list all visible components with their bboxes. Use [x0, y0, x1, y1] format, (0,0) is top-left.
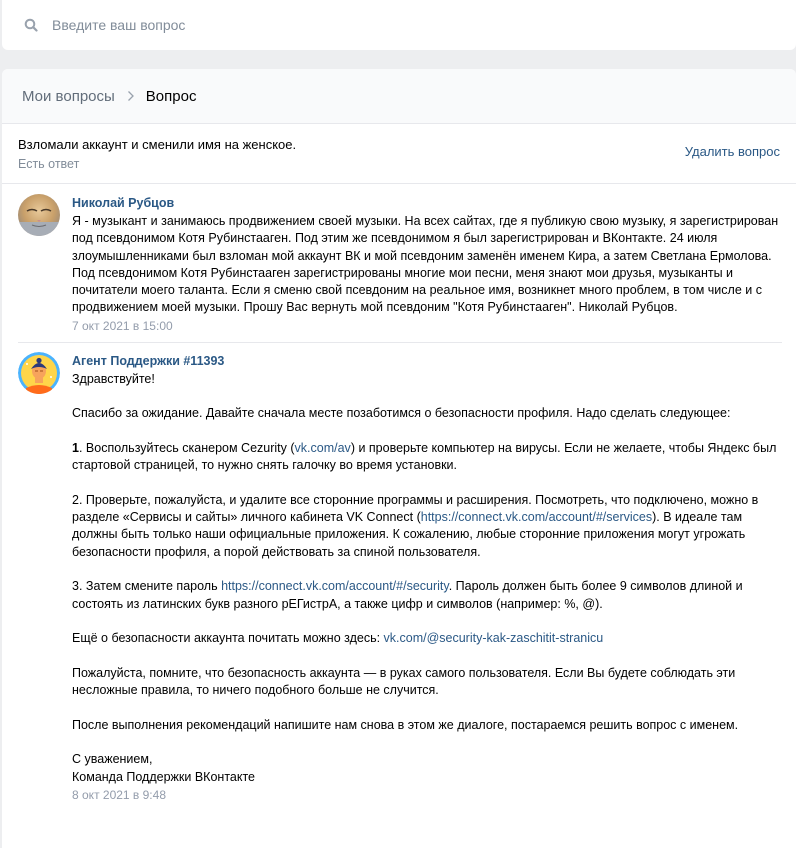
security-link[interactable]: https://connect.vk.com/account/#/security: [221, 579, 449, 594]
followup-paragraph: После выполнения рекомендаций напишите нам снова в этом же диалоге, постараемся решить вопрос с именем.: [72, 717, 739, 732]
step-number: 1: [72, 440, 79, 455]
search-icon: [24, 18, 38, 32]
cat-photo-avatar[interactable]: [18, 194, 60, 236]
breadcrumb-current: Вопрос: [145, 87, 197, 105]
services-link[interactable]: https://connect.vk.com/account/#/services: [420, 510, 653, 525]
step-1-paragraph: [72, 440, 780, 475]
chevron-right-icon: [127, 90, 135, 102]
greeting: Здравствуйте!: [72, 371, 155, 386]
message-text: Я - музыкант и занимаюсь продвижением своей музыки. На всех сайтах, где я публикую свою музыку, я зарегистрирован под псевдонимом Котя Рубинстааген. Под этим же псевдонимом я был зарегистрирован и ВКонтакте. 24 июля злоумышленниками был взломан мой аккаунт ВК и мой псевдоним заменён именем Кира, а затем Светлана Ермолова. Под псевдонимом Котя Рубинстааген зарегистрированы многие мои песни, меня знают мои друзья, музыканты и почитатели моего таланта. Если я сменю свой псевдоним на реальное имя, возникнет много проблем, в том числе и с продвижением моей музыки. Прошу Вас вернуть мой псевдоним "Котя Рубинстааген". Николай Рубцов.: [72, 214, 779, 315]
message-text: [72, 371, 780, 786]
step-text: ). В идеале там должны быть только наши официальные приложения. К сожалению, любые сторонние приложения могут угрожать безопасности профиля, а порой действовать за спиной пользователя.: [72, 510, 746, 559]
step-text: . Пароль должен быть более 9 символов длиной и состоять из латинских букв разного рЕГистрА, а также цифр и символов (например: %, @).: [72, 579, 743, 611]
message-support-agent: [2, 342, 796, 813]
message-author[interactable]: Агент Поддержки #11393: [72, 353, 225, 368]
signature: Команда Поддержки ВКонтакте: [72, 769, 255, 784]
intro-paragraph: Спасибо за ожидание. Давайте сначала месте позаботимся о безопасности профиля. Надо сделать следующее:: [72, 406, 731, 421]
message-user: [2, 184, 796, 342]
step-text: 3. Затем смените пароль: [72, 579, 222, 594]
question-card: [2, 69, 796, 848]
question-status: Есть ответ: [18, 157, 80, 171]
step-text: ) и проверьте компьютер на вирусы. Если не желаете, чтобы Яндекс был стартовой страницей, то нужно снять галочку во время установки.: [72, 440, 777, 473]
message-date: 8 окт 2021 в 9:48: [72, 787, 166, 802]
question-title: Взломали аккаунт и сменили имя на женское.: [18, 137, 297, 152]
search-input[interactable]: [52, 17, 652, 33]
question-summary: [2, 124, 796, 184]
security-article-link[interactable]: vk.com/@security-kak-zaschitit-stranicu: [383, 631, 604, 646]
breadcrumb: [2, 69, 796, 124]
step-2-paragraph: [72, 492, 780, 561]
step-3-paragraph: [72, 578, 780, 613]
more-text: Ещё о безопасности аккаунта почитать можно здесь:: [72, 631, 384, 646]
message-author[interactable]: Николай Рубцов: [72, 196, 175, 210]
breadcrumb-my-questions-link[interactable]: Мои вопросы: [22, 87, 115, 105]
signoff: С уважением,: [72, 752, 153, 767]
cezurity-link[interactable]: vk.com/av: [294, 440, 351, 455]
step-text: . Воспользуйтесь сканером Cezurity (: [78, 440, 295, 455]
delete-question-link[interactable]: Удалить вопрос: [684, 144, 780, 159]
search-bar[interactable]: [2, 0, 796, 50]
buddha-agent-avatar[interactable]: [18, 352, 60, 394]
step-text: 2. Проверьте, пожалуйста, и удалите все сторонние программы и расширения. Посмотреть, что подключено, можно в разделе «Сервисы и сайты» личного кабинета VK Connect (: [72, 492, 759, 525]
message-date: 7 окт 2021 в 15:00: [72, 318, 173, 333]
reminder-paragraph: Пожалуйста, помните, что безопасность аккаунта — в руках самого пользователя. Если Вы будете соблюдать эти несложные правила, то ничего подобного больше не случится.: [72, 665, 736, 698]
more-info-paragraph: [72, 630, 780, 647]
